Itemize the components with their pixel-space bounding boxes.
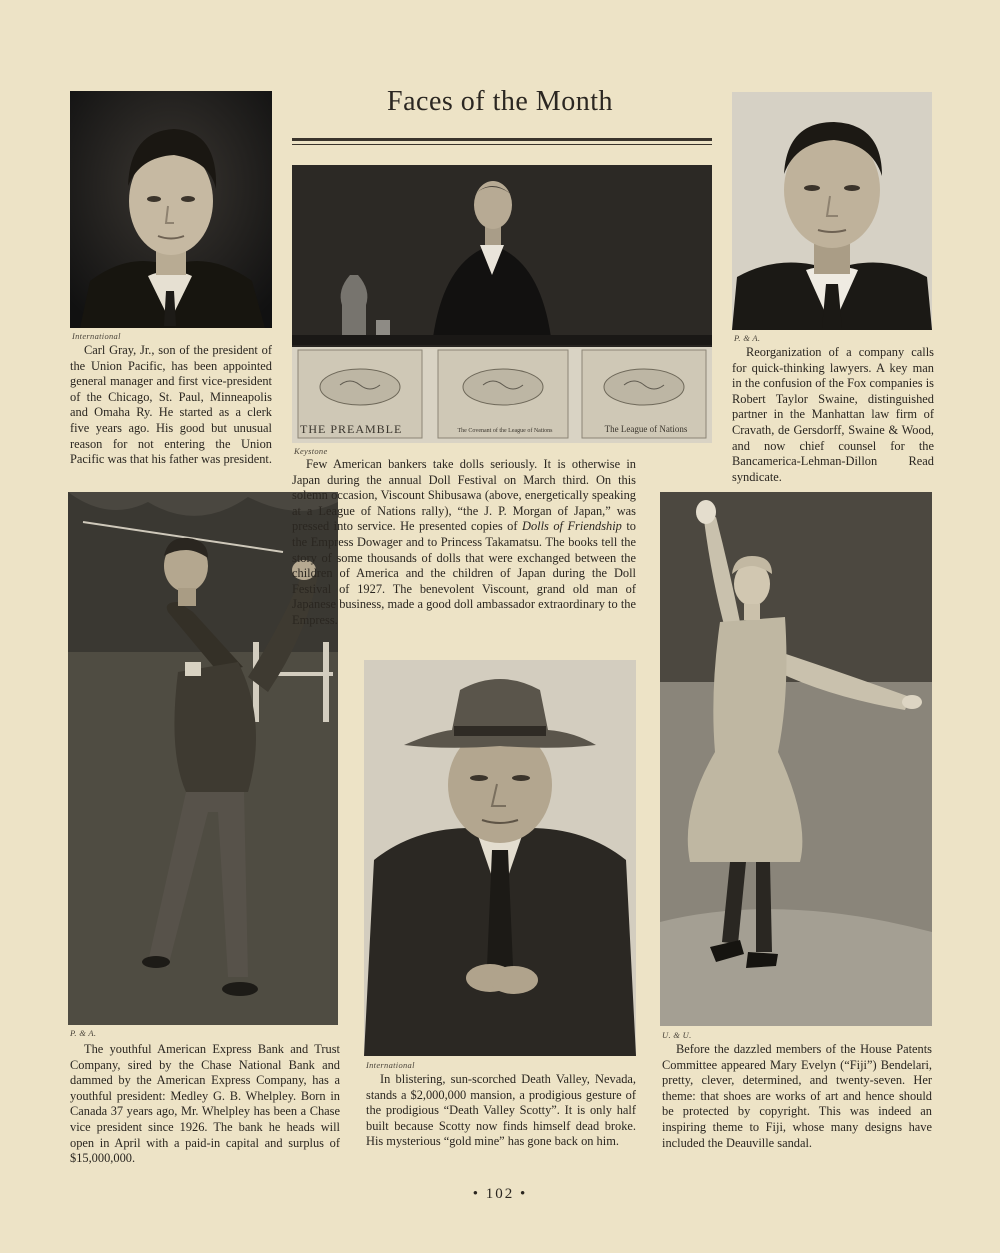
photo-death-valley-scotty (364, 660, 636, 1056)
banner-text-league: The League of Nations (604, 424, 688, 434)
banner-text-preamble: THE PREAMBLE (300, 422, 403, 436)
photo-viscount-shibusawa (292, 165, 712, 443)
credit-shibusawa: Keystone (294, 446, 328, 456)
credit-carl-gray: International (72, 331, 121, 341)
page-title: Faces of the Month (387, 86, 613, 117)
credit-swaine: P. & A. (734, 333, 761, 343)
banner-text-covenant: The Covenant of the League of Nations (457, 428, 553, 434)
caption-shibusawa-part-1: Few American bankers take dolls seriously. It is otherwise in Japan during the annual Doll Festival on March third. On this solemn occasion, Viscount Shibusawa (above, energetically speaking at a League of Nations rally), “the J. P. Morgan of Japan,” was pressed into service. He presented copies of (292, 457, 636, 534)
title-rule-thick (292, 138, 712, 141)
page-number: • 102 • (472, 1186, 528, 1202)
photo-robert-taylor-swaine (732, 92, 932, 330)
book-title-dolls-of-friendship: Dolls of Friendship (522, 519, 622, 534)
title-rule-thin (292, 144, 712, 145)
credit-whelpley: P. & A. (70, 1028, 97, 1038)
credit-scotty: International (366, 1060, 415, 1070)
credit-bendelari: U. & U. (662, 1030, 692, 1040)
caption-viscount-shibusawa (292, 457, 636, 629)
caption-mary-evelyn-bendelari: Before the dazzled members of the House Patents Committee appeared Mary Evelyn (“Fiji”) Bendelari, pretty, clever, determined, and twenty-seven. Her theme: that shoes are works of art and hence should be protected by copyright. This was indeed an inspiring theme to Fiji, whose many designs have included the Deauville sandal. (662, 1042, 932, 1150)
caption-death-valley-scotty: In blistering, sun-scorched Death Valley, Nevada, stands a $2,000,000 mansion, a prodigious gesture of the prodigious “Death Valley Scotty”. It is only half built because Scotty now finds himself dead broke. His mysterious “gold mine” has gone back on him. (366, 1072, 636, 1149)
photo-carl-gray (70, 91, 272, 328)
photo-mary-evelyn-bendelari (660, 492, 932, 1026)
caption-shibusawa-part-2: to the Empress Dowager and to Princess Takamatsu. The books tell the story of some thousands of dolls that were exchanged between the children of America and the children of Japan during the Doll Festival of 1927. The benevolent Viscount, grand old man of Japanese business, made a good doll ambassador extraordinary to the Empress. (292, 519, 636, 627)
caption-medley-whelpley: The youthful American Express Bank and Trust Company, sired by the Chase National Bank and dammed by the American Express Company, has a youthful president: Medley G. B. Whelpley. Born in Canada 37 years ago, Mr. Whelpley has been a Chase vice president since 1926. The bank he heads will open in April with a paid-in capital and surplus of $15,000,000. (70, 1042, 340, 1166)
caption-carl-gray: Carl Gray, Jr., son of the president of the Union Pacific, has been appointed general manager and first vice-president of the Chicago, St. Paul, Minneapolis and Omaha Ry. He started as a clerk five years ago. His good but unusual reason for not entering the Union Pacific was that his father was president. (70, 343, 272, 467)
caption-robert-taylor-swaine: Reorganization of a company calls for quick-thinking lawyers. A key man in the confusion of the Fox companies is Robert Taylor Swaine, distinguished partner in the Manhattan law firm of Cravath, de Gersdorff, Swaine & Wood, and now chief counsel for the Bancamerica-Lehman-Dillon Read syndicate. (732, 345, 934, 484)
